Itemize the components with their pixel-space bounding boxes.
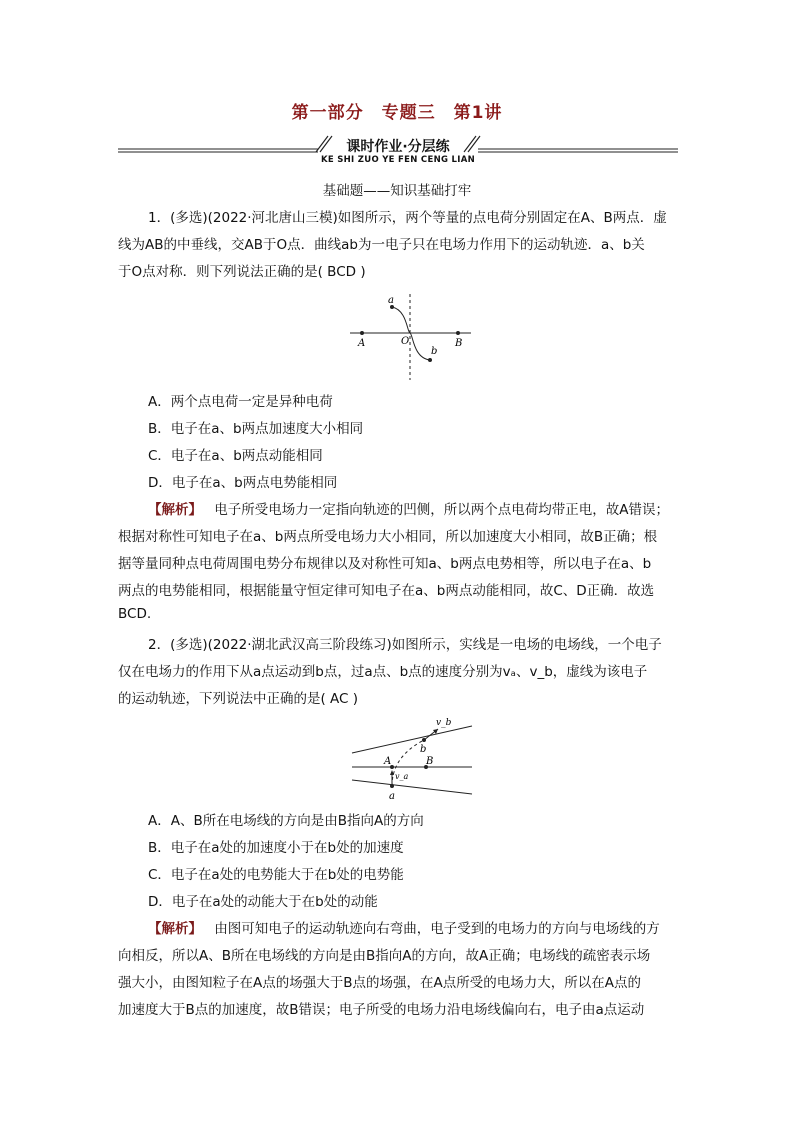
q1-analysis-line-1: 【解析】 电子所受电场力一定指向轨迹的凹侧，所以两个点电荷均带正电，故A错误；	[148, 502, 670, 518]
q2-option-d: D．电子在a处的动能大于在b处的动能	[148, 894, 378, 910]
q2-option-b: B．电子在a处的加速度小于在b处的加速度	[148, 840, 404, 856]
q1-label-b: b	[431, 346, 438, 357]
banner-subtitle: KE SHI ZUO YE FEN CENG LIAN	[320, 155, 476, 165]
q1-analysis-line-4: 两点的电势能相同，根据能量守恒定律可知电子在a、b两点动能相同，故C、D正确．故选	[118, 583, 655, 599]
q2-label-vb: v_b	[436, 718, 452, 728]
q1-line-1: 1．(多选)(2022·河北唐山三模)如图所示，两个等量的点电荷分别固定在A、B两点．虚	[148, 210, 667, 226]
q1-option-b: B．电子在a、b两点加速度大小相同	[148, 421, 364, 437]
q2-line-1: 2．(多选)(2022·湖北武汉高三阶段练习)如图所示，实线是一电场的电场线，一个电子	[148, 637, 662, 653]
q1-label-A: A	[358, 338, 366, 349]
q2-label-va: v_a	[395, 772, 409, 781]
q2-label-A: A	[384, 756, 392, 767]
section-title: 基础题——知识基础打牢	[322, 183, 472, 199]
q2-analysis-tag: 【解析】	[148, 921, 202, 937]
q1-analysis-tag: 【解析】	[148, 502, 202, 518]
q2-analysis-line-3: 强大小，由图知粒子在A点的场强大于B点的场强，在A点所受的电场力大，所以在A点的	[118, 975, 641, 991]
q1-option-c: C．电子在a、b两点动能相同	[148, 448, 323, 464]
q2-figure	[348, 716, 478, 802]
q1-label-a: a	[388, 295, 394, 306]
q1-line-2: 线为AB的中垂线，交AB于O点．曲线ab为一电子只在电场力作用下的运动轨迹．a、b关	[118, 237, 645, 253]
q2-label-a: a	[389, 791, 395, 802]
q2-option-c: C．电子在a处的电势能大于在b处的电势能	[148, 867, 404, 883]
page-title: 第一部分 专题三 第1讲	[291, 103, 503, 123]
q2-analysis-line-1: 【解析】 由图可知电子的运动轨迹向右弯曲，电子受到的电场力的方向与电场线的方	[148, 921, 660, 937]
q1-line-3: 于O点对称．则下列说法正确的是( BCD )	[118, 264, 366, 280]
q1-label-B: B	[455, 338, 463, 349]
q2-analysis-line-2: 向相反，所以A、B所在电场线的方向是由B指向A的方向，故A正确；电场线的疏密表示场	[118, 948, 651, 964]
banner-title: 课时作业·分层练	[346, 139, 450, 155]
homework-banner	[118, 132, 678, 172]
q2-label-b: b	[420, 744, 427, 755]
q1-label-O: O	[401, 336, 410, 347]
q1-option-d: D．电子在a、b两点电势能相同	[148, 475, 338, 491]
q1-analysis-line-3: 据等量同种点电荷周围电势分布规律以及对称性可知a、b两点电势相等，所以电子在a、b	[118, 556, 652, 572]
q1-option-a: A．两个点电荷一定是异种电荷	[148, 394, 333, 410]
q2-line-2: 仅在电场力的作用下从a点运动到b点，过a点、b点的速度分别为vₐ、v_b，虚线为该电子	[118, 664, 648, 680]
q2-analysis-line-4: 加速度大于B点的加速度，故B错误；电子所受的电场力沿电场线偏向右，电子由a点运动	[118, 1002, 645, 1018]
q1-analysis-line-2: 根据对称性可知电子在a、b两点所受电场力大小相同，所以加速度大小相同，故B正确；根	[118, 529, 658, 545]
q1-analysis-line-5: BCD.	[118, 606, 152, 622]
q1-figure	[345, 292, 475, 384]
q2-label-B: B	[426, 756, 434, 767]
q2-option-a: A．A、B所在电场线的方向是由B指向A的方向	[148, 813, 424, 829]
q2-line-3: 的运动轨迹，下列说法中正确的是( AC )	[118, 691, 359, 707]
